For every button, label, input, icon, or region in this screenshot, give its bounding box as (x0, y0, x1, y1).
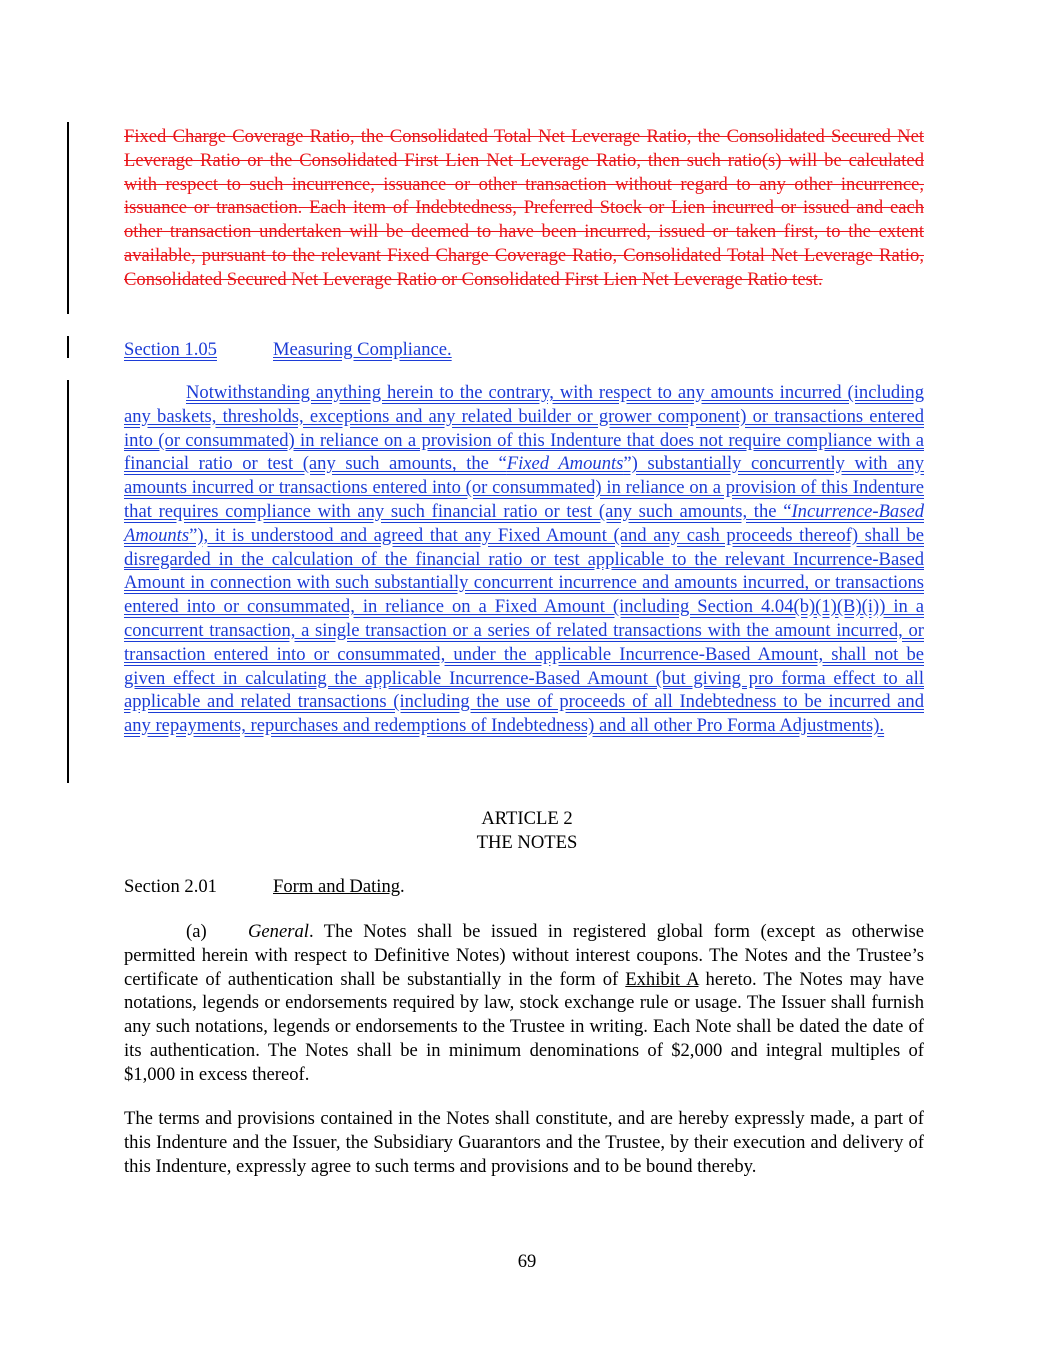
section-1-05-title: Measuring Compliance. (273, 339, 452, 360)
paragraph-terms: The terms and provisions contained in the Notes shall constitute, and are hereby expressly made, a part of this Indenture and the Issuer, the Subsidiary Guarantors and the Trustee, by their execution and delivery of this Indenture, expressly agree to such terms and provisions and to be bound thereby. (124, 1108, 924, 1177)
change-bar-inserted (67, 380, 69, 783)
term-fixed-amounts: Fixed Amounts (506, 453, 624, 475)
section-2-01-number: Section 2.01 (124, 876, 217, 897)
section-1-05-number: Section 1.05 (124, 339, 217, 360)
term-incurrence-based-amounts: Incurrence-Based Amounts (124, 500, 924, 546)
page-number: 69 (517, 1251, 537, 1272)
paragraph-a (124, 920, 924, 1087)
inserted-paragraph-part2: ”) substantially concurrently with any amounts incurred or transactions entered into (or consummated) in reliance on a provision of this Indenture that requires compliance with any such financial ratio or test (any such amounts, the “ (124, 453, 925, 522)
section-2-01-trailing: . (400, 876, 405, 897)
paragraph-a-part1: . The Notes shall be issued in registered global form (except as otherwise permitted herein with respect to Definitive Notes) without interest coupons. The Notes and the Trustee’s certificate of authentication shall be substantially in the form of (124, 921, 924, 990)
change-bar-deleted (67, 122, 69, 314)
exhibit-a-reference: Exhibit A (625, 968, 699, 990)
paragraph-a-heading: General (248, 921, 309, 942)
section-1-05-heading (124, 338, 924, 362)
inserted-paragraph-part1: Notwithstanding anything herein to the contrary, with respect to any amounts incurred (including any baskets, thresholds, exceptions and any related builder or grower component) or transactions entered into (or consummated) in reliance on a provision of this Indenture that does not require compliance with a financial ratio or test (any such amounts, the “ (124, 382, 924, 475)
section-2-01-title: Form and Dating (273, 876, 401, 897)
article-number: ARTICLE 2 (481, 808, 573, 829)
inserted-paragraph-part3: ”), it is understood and agreed that any Fixed Amount (and any cash proceeds thereof) shall be disregarded in the calculation of the financial ratio or test applicable to the relevant Incurrence-Based Amount in connection with such substantially concurrent incurrence and amounts incurred, or transactions entered into or consummated, in reliance on a Fixed Amount (including Section 4.04(b)(1)(B)(i)) in a concurrent transaction, a single transaction or a series of related transactions with the amount incurred, or transaction entered into or consummated, under the applicable Incurrence-Based Amount, shall not be given effect in calculating the applicable Incurrence-Based Amount (but giving pro forma effect to all applicable and related transactions (including the use of proceeds of all Indebtedness to be incurred and any repayments, repurchases and redemptions of Indebtedness) and all other Pro Forma Adjustments). (124, 524, 924, 737)
inserted-paragraph (124, 381, 924, 738)
section-2-01-heading (124, 875, 924, 899)
paragraph-a-part2: hereto. The Notes may have notations, legends or endorsements required by law, stock exchange rule or usage. The Issuer shall furnish any such notations, legends or endorsements to the Trustee in writing. Each Note shall be dated the date of its authentication. The Notes shall be in minimum denominations of $2,000 and integral multiples of $1,000 in excess thereof. (124, 968, 924, 1085)
change-bar-section-heading (67, 336, 69, 358)
deleted-paragraph: Fixed Charge Coverage Ratio, the Consolidated Total Net Leverage Ratio, the Consolidated Secured Net Leverage Ratio or the Consolidated First Lien Net Leverage Ratio, then such ratio(s) will be calculated with respect to such incurrence, issuance or other transaction without regard to any other incurrence, issuance or transaction. Each item of Indebtedness, Preferred Stock or Lien incurred or issued and each other transaction undertaken will be deemed to have been incurred, issued or taken first, to the extent available, pursuant to the relevant Fixed Charge Coverage Ratio, Consolidated Total Net Leverage Ratio, Consolidated Secured Net Leverage Ratio or Consolidated First Lien Net Leverage Ratio test. (124, 126, 924, 290)
article-title: THE NOTES (476, 832, 578, 853)
paragraph-a-label: (a) (186, 921, 207, 942)
